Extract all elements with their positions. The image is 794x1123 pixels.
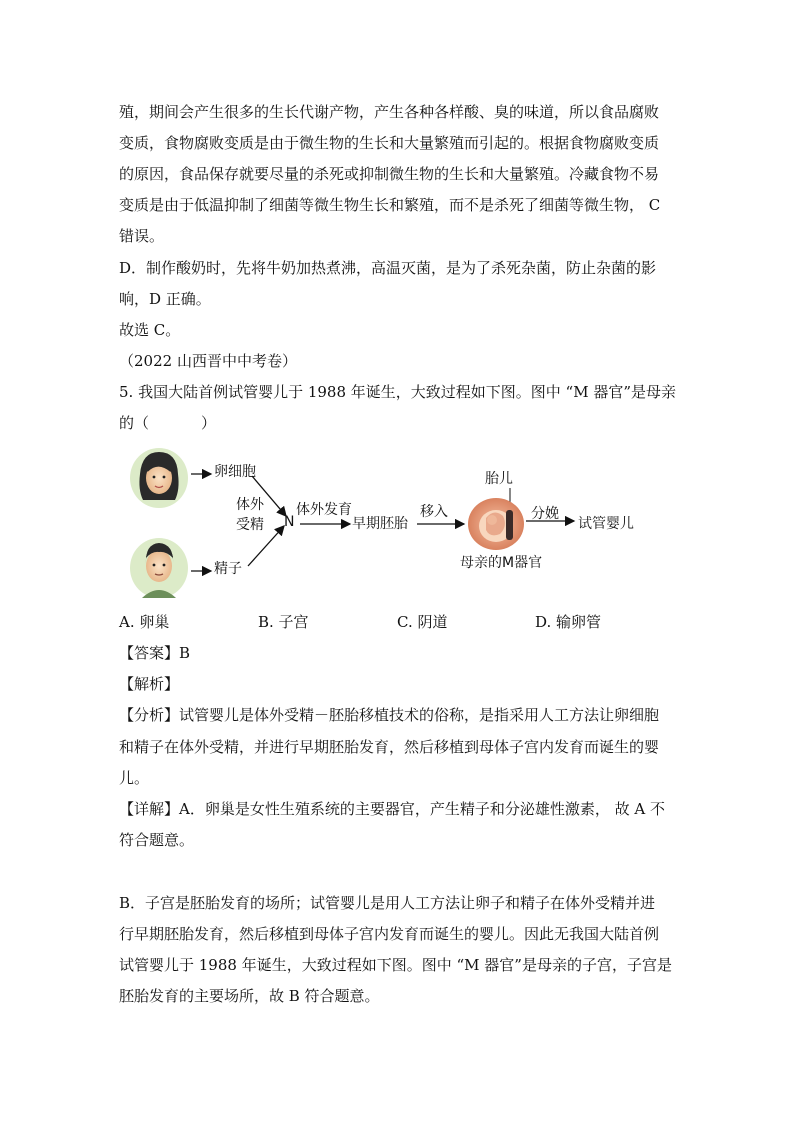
- n-label: N: [284, 514, 295, 530]
- text-line: 错误。: [119, 227, 165, 245]
- father-portrait-icon: [130, 538, 188, 598]
- womb-fetus-icon: [468, 498, 524, 550]
- text-line: 殖，期间会产生很多的生长代谢产物，产生各种各样酸、臭的味道，所以食品腐败: [119, 103, 660, 121]
- bracket-close: ）: [201, 414, 217, 432]
- text-line: 变质，食物腐败变质是由于微生物的生长和大量繁殖而引起的。根据食物腐败变质: [119, 134, 660, 152]
- text-line: 的原因，食品保存就要尽量的杀死或抑制微生物的生长和大量繁殖。冷藏食物不易: [119, 165, 660, 183]
- conclusion-line: 故选 C。: [119, 321, 181, 339]
- text-line: 试管婴儿于 1988 年诞生，大致过程如下图。图中 “M 器官”是母亲的子宫，子宫是: [119, 956, 672, 974]
- text-line: [119, 705, 679, 725]
- fertilization-label: 体外: [236, 497, 264, 513]
- text-line: 儿。: [119, 769, 150, 787]
- text-line: 变质是由于低温抑制了细菌等微生物生长和繁殖，而不是杀死了细菌等微生物， C: [119, 196, 661, 214]
- egg-label: 卵细胞: [214, 464, 256, 480]
- text-line: 和精子在体外受精，并进行早期胚胎发育，然后移植到母体子宫内发育而诞生的婴: [119, 738, 660, 756]
- develop-label: 体外发育: [296, 502, 352, 518]
- option-d: D. 输卵管: [535, 613, 602, 631]
- option-c: C. 阴道: [397, 613, 448, 631]
- bracket-open: 的（: [119, 414, 150, 432]
- transfer-label: 移入: [420, 504, 448, 520]
- mother-portrait-icon: [130, 448, 188, 508]
- text-line: 响，D 正确。: [119, 290, 211, 308]
- text-line: [119, 799, 679, 819]
- embryo-label: 早期胚胎: [352, 516, 408, 532]
- question-line: [119, 413, 679, 433]
- analysis-label: 【分析】: [119, 706, 180, 724]
- text-line: D．制作酸奶时，先将牛奶加热煮沸，高温灭菌，是为了杀死杂菌，防止杂菌的影: [119, 259, 657, 277]
- option-b: B. 子宫: [258, 613, 309, 631]
- answer-value: B: [179, 644, 191, 662]
- analysis-text: 试管婴儿是体外受精－胚胎移植技术的俗称，是指采用人工方法让卵细胞: [179, 706, 660, 724]
- text-line: 胚胎发育的主要场所，故 B 符合题意。: [119, 987, 380, 1005]
- text-line: B．子宫是胚胎发育的场所；试管婴儿是用人工方法让卵子和精子在体外受精并进: [119, 894, 656, 912]
- text-line: 符合题意。: [119, 831, 195, 849]
- detail-label: 【详解】: [119, 800, 180, 818]
- answer-line: [119, 643, 679, 663]
- question-line: 5. 我国大陆首例试管婴儿于 1988 年诞生，大致过程如下图。图中 “M 器官”是母亲: [119, 383, 677, 401]
- detail-text: A．卵巢是女性生殖系统的主要器官，产生精子和分泌雄性激素， 故 A 不: [179, 800, 665, 818]
- baby-label: 试管婴儿: [578, 516, 634, 532]
- organ-label: 母亲的M器官: [460, 555, 543, 571]
- option-a: A. 卵巢: [119, 613, 170, 631]
- fertilization-label: 受精: [236, 517, 264, 533]
- ivf-process-diagram: [128, 446, 668, 606]
- analysis-heading: 【解析】: [119, 675, 180, 693]
- text-line: 行早期胚胎发育，然后移植到母体子宫内发育而诞生的婴儿。因此无我国大陆首例: [119, 925, 660, 943]
- birth-label: 分娩: [531, 506, 559, 522]
- sperm-label: 精子: [214, 561, 242, 577]
- fetus-label: 胎儿: [485, 471, 513, 487]
- answer-label: 【答案】: [119, 644, 180, 662]
- source-line: （2022 山西晋中中考卷）: [119, 352, 297, 370]
